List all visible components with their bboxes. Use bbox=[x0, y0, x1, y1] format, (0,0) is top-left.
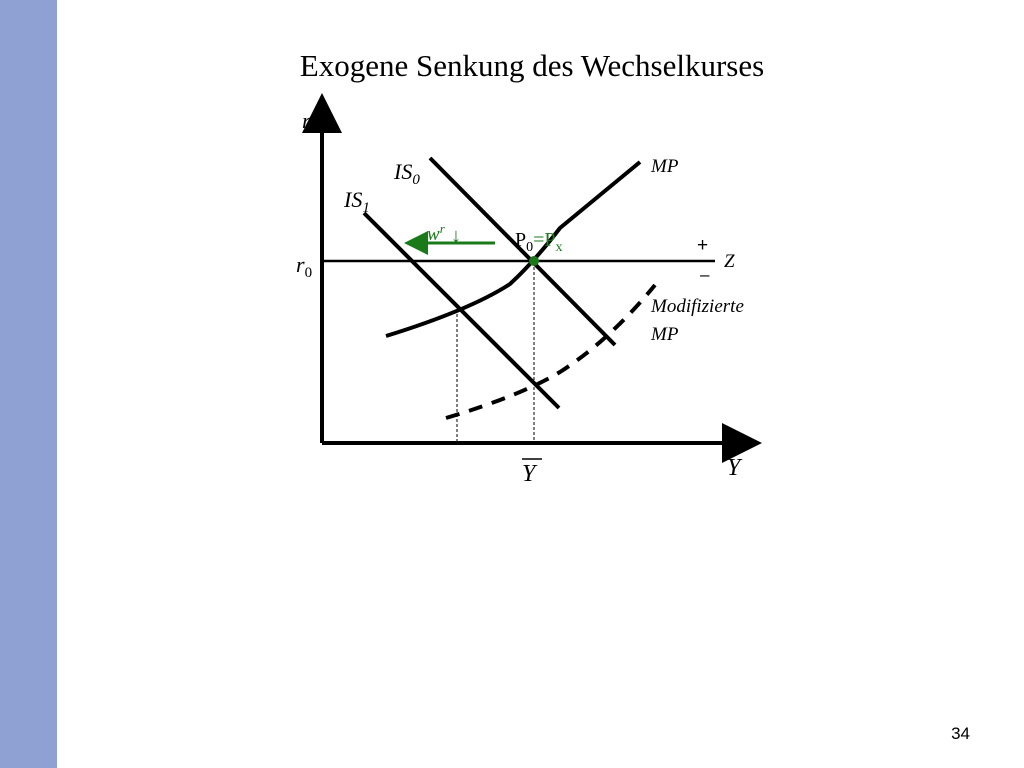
z-label: Z bbox=[724, 251, 735, 272]
p0-label-sub: 0 bbox=[526, 240, 534, 255]
down-arrow-icon: ↓ bbox=[451, 225, 461, 247]
mp-curve bbox=[386, 162, 640, 336]
is1-label-sub: 1 bbox=[362, 200, 370, 216]
slide-title: Exogene Senkung des Wechselkurses bbox=[299, 48, 765, 83]
modified-mp-label-line1: Modifizierte bbox=[651, 296, 744, 317]
r0-label bbox=[296, 252, 312, 281]
plus-sign: + bbox=[697, 235, 709, 256]
mp-label: MP bbox=[651, 156, 679, 177]
y-axis-label: r bbox=[302, 108, 311, 133]
px-label-main: =P bbox=[533, 229, 556, 251]
ybar-label: Y bbox=[522, 461, 536, 487]
is0-label bbox=[393, 159, 420, 188]
r0-label-sub: 0 bbox=[304, 265, 313, 281]
is0-label-sub: 0 bbox=[412, 172, 420, 188]
px-label-sub: x bbox=[555, 240, 563, 255]
is0-curve bbox=[430, 158, 615, 345]
modified-mp-label-line2: MP bbox=[651, 324, 679, 345]
minus-sign: – bbox=[700, 265, 710, 284]
shift-label bbox=[427, 221, 446, 245]
is0-label-main: IS bbox=[394, 159, 413, 184]
page-number: 34 bbox=[951, 724, 970, 743]
shift-label-main: w bbox=[427, 224, 440, 245]
equilibrium-point bbox=[529, 256, 539, 266]
r0-label-main: r bbox=[296, 252, 305, 277]
is1-label bbox=[343, 187, 370, 216]
p0-label-main: P bbox=[515, 229, 527, 251]
is1-label-main: IS bbox=[344, 187, 363, 212]
x-axis-label: Y bbox=[727, 455, 741, 481]
shift-label-sup: r bbox=[439, 221, 445, 236]
